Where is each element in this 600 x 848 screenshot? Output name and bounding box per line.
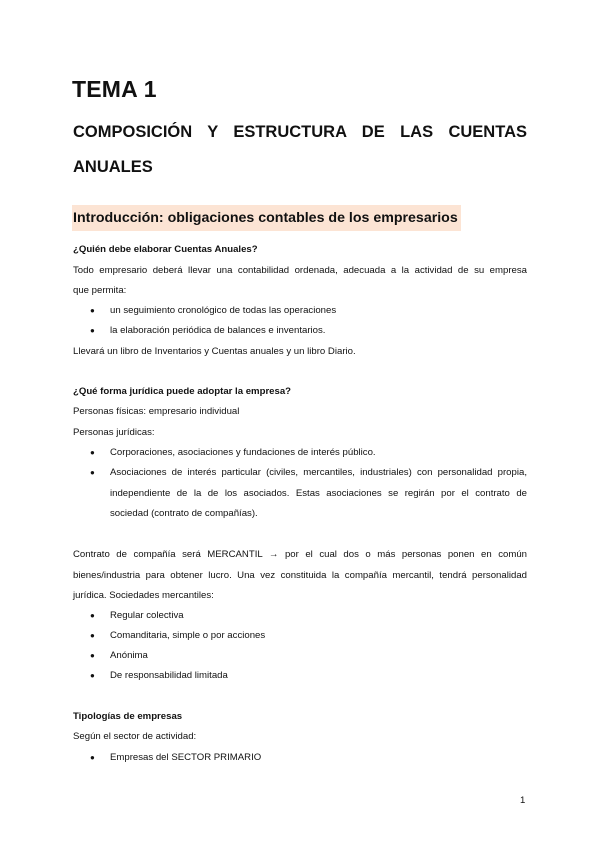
section-heading-highlighted: Introducción: obligaciones contables de los empresarios (72, 205, 461, 231)
bullet-icon: ● (90, 651, 95, 660)
paragraph-line: Todo empresario deberá llevar una contabilidad ordenada, adecuada a la actividad de su empresa (73, 265, 527, 276)
list-item: Corporaciones, asociaciones y fundaciones de interés público. (110, 447, 376, 458)
list-item-line: Asociaciones de interés particular (civiles, mercantiles, industriales) con personalidad propia, (110, 467, 527, 478)
bullet-icon: ● (90, 468, 95, 477)
chapter-subtitle-line-1: COMPOSICIÓN Y ESTRUCTURA DE LAS CUENTAS (73, 123, 527, 141)
bullet-icon: ● (90, 448, 95, 457)
question-who-prepares: ¿Quién debe elaborar Cuentas Anuales? (73, 244, 258, 255)
bullet-icon: ● (90, 671, 95, 680)
list-item: Comanditaria, simple o por acciones (110, 630, 266, 641)
chapter-subtitle-line-2: ANUALES (73, 158, 153, 176)
paragraph-line: Llevará un libro de Inventarios y Cuentas anuales y un libro Diario. (73, 346, 356, 357)
heading-company-types: Tipologías de empresas (73, 711, 183, 722)
list-item: un seguimiento cronológico de todas las operaciones (110, 305, 337, 316)
list-item-line: independiente de la de los asociados. Estas asociaciones se regirán por el contrato de (110, 488, 527, 499)
bullet-icon: ● (90, 326, 95, 335)
paragraph-line: Personas físicas: empresario individual (73, 406, 240, 417)
topic-title: TEMA 1 (72, 76, 157, 102)
bullet-icon: ● (90, 753, 95, 762)
bullet-icon: ● (90, 306, 95, 315)
paragraph-line: jurídica. Sociedades mercantiles: (73, 590, 214, 601)
page-number: 1 (520, 795, 526, 806)
bullet-icon: ● (90, 611, 95, 620)
list-item: De responsabilidad limitada (110, 670, 228, 681)
paragraph-line: que permita: (73, 285, 127, 296)
paragraph-line: Contrato de compañía será MERCANTIL → por el cual dos o más personas ponen en común (73, 549, 527, 560)
paragraph-line: bienes/industria para obtener lucro. Una vez constituida la compañía mercantil, tendrá personalidad (73, 570, 527, 581)
list-item: Empresas del SECTOR PRIMARIO (110, 752, 262, 763)
bullet-icon: ● (90, 631, 95, 640)
paragraph-line: Según el sector de actividad: (73, 731, 197, 742)
paragraph-line: Personas jurídicas: (73, 427, 155, 438)
list-item: Anónima (110, 650, 148, 661)
list-item: Regular colectiva (110, 610, 184, 621)
list-item: la elaboración periódica de balances e inventarios. (110, 325, 326, 336)
list-item-line: sociedad (contrato de compañías). (110, 508, 258, 519)
question-legal-form: ¿Qué forma jurídica puede adoptar la empresa? (73, 386, 292, 397)
